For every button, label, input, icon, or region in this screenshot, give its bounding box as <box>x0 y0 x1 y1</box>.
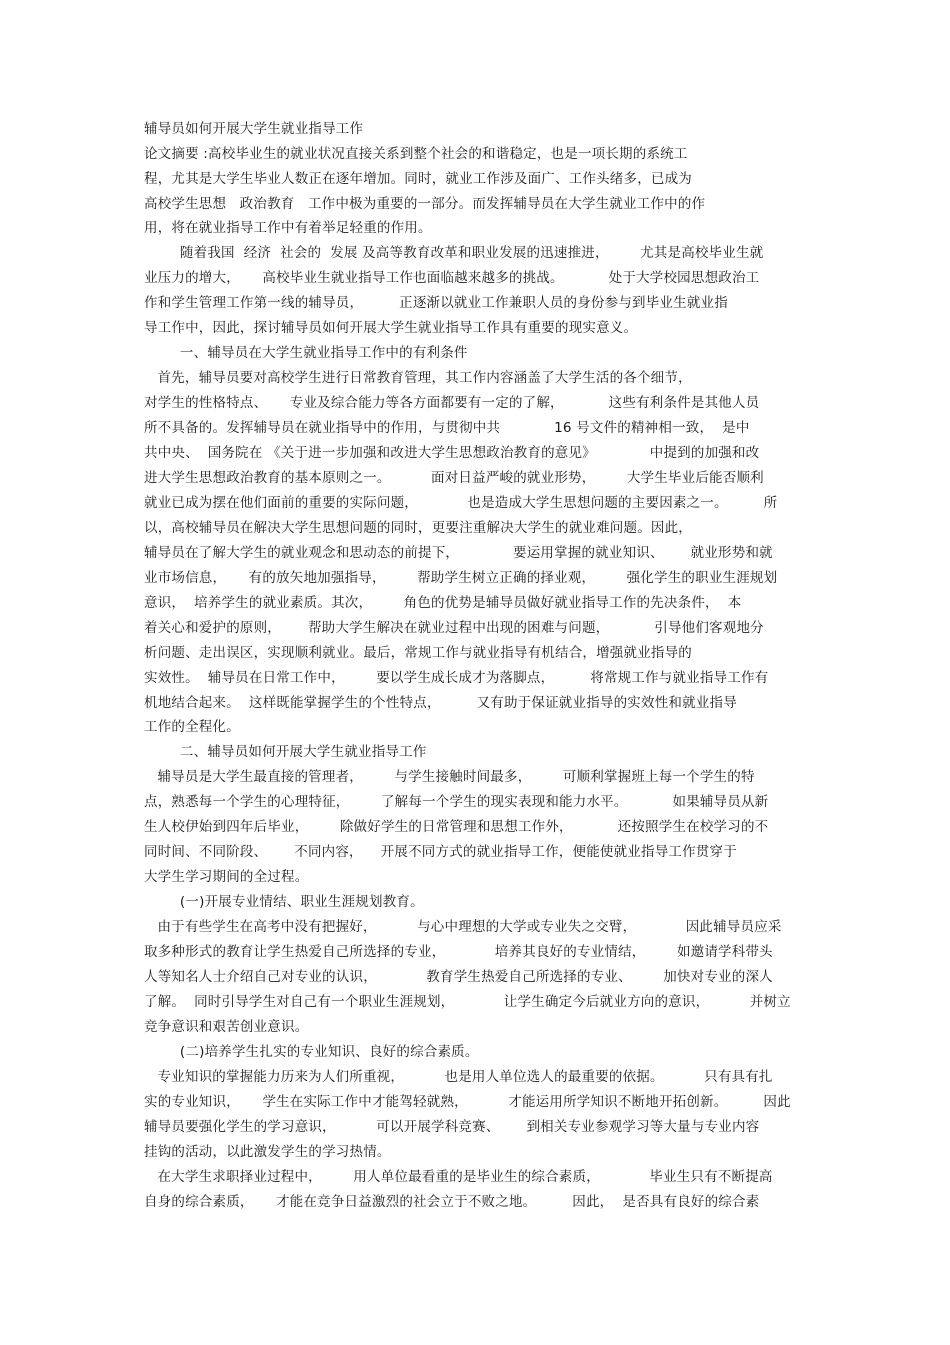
section-heading: 一、辅导员在大学生就业指导工作中的有利条件 <box>144 345 468 361</box>
text-line: 高校学生思想 政治教育 工作中极为重要的一部分。而发挥辅导员在大学生就业工作中的作 <box>144 196 706 212</box>
text-line: 机地结合起来。 这样既能掌握学生的个性特点， 又有助于保证就业指导的实效性和就业指导 <box>144 695 737 711</box>
text-line: 论文摘要 :高校毕业生的就业状况直接关系到整个社会的和谐稳定，也是一项长期的系统工 <box>144 146 688 162</box>
text-line: 用，将在就业指导工作中有着举足轻重的作用。 <box>144 220 432 236</box>
text-line: 共中央、 国务院在 《关于进一步加强和改进大学生思想政治教育的意见》 中提到的加强和改 <box>144 445 760 461</box>
text-line: 所不具备的。发挥辅导员在就业指导中的作用，与贯彻中共 16 号文件的精神相一致， 是中 <box>144 420 750 436</box>
section-heading: 二、辅导员如何开展大学生就业指导工作 <box>144 744 427 760</box>
text-line: 点，熟悉每一个学生的心理特征， 了解每一个学生的现实表现和能力水平。 如果辅导员从新 <box>144 794 769 810</box>
text-line: 就业已成为摆在他们面前的重要的实际问题， 也是造成大学生思想问题的主要因素之一。 所 <box>144 495 778 511</box>
text-line: 专业知识的掌握能力历来为人们所重视， 也是用人单位选人的最重要的依据。 只有具有扎 <box>144 1069 773 1085</box>
text-line: 实的专业知识， 学生在实际工作中才能驾轻就熟， 才能运用所学知识不断地开拓创新。 因此 <box>144 1094 791 1110</box>
subsection-heading: (二)培养学生扎实的专业知识、良好的综合素质。 <box>144 1044 479 1060</box>
text-line: 大学生学习期间的全过程。 <box>144 869 309 885</box>
text-line: 在大学生求职择业过程中， 用人单位最看重的是毕业生的综合素质， 毕业生只有不断提高 <box>144 1169 773 1185</box>
text-line: 人等知名人士介绍自己对专业的认识， 教育学生热爱自己所选择的专业、 加快对专业的深人 <box>144 969 773 985</box>
text-line: 业压力的增大， 高校毕业生就业指导工作也面临越来越多的挑战。 处于大学校园思想政治工 <box>144 270 760 286</box>
document-title: 辅导员如何开展大学生就业指导工作 <box>144 121 364 137</box>
text-line: 自身的综合素质， 才能在竞争日益激烈的社会立于不败之地。 因此， 是否具有良好的综合素 <box>144 1194 760 1210</box>
text-line: 辅导员在了解大学生的就业观念和思动态的前提下， 要运用掌握的就业知识、 就业形势和就 <box>144 545 773 561</box>
subsection-heading: (一)开展专业情结、职业生涯规划教育。 <box>144 894 424 910</box>
text-line: 辅导员要强化学生的学习意识， 可以开展学科竞赛、 到相关专业参观学习等大量与专业内容 <box>144 1119 760 1135</box>
text-line: 对学生的性格特点、 专业及综合能力等各方面都要有一定的了解， 这些有利条件是其他人员 <box>144 395 760 411</box>
text-line: 生人校伊始到四年后毕业， 除做好学生的日常管理和思想工作外， 还按照学生在校学习的不 <box>144 819 769 835</box>
text-line: 首先，辅导员要对高校学生进行日常教育管理，其工作内容涵盖了大学生活的各个细节， <box>144 370 692 386</box>
text-line: 工作的全程化。 <box>144 719 240 735</box>
text-line: 业市场信息， 有的放矢地加强指导， 帮助学生树立正确的择业观， 强化学生的职业生涯规划 <box>144 570 778 586</box>
text-line: 挂钩的活动，以此激发学生的学习热情。 <box>144 1144 391 1160</box>
text-line: 析问题、走出误区，实现顺利就业。最后，常规工作与就业指导有机结合，增强就业指导的 <box>144 645 692 661</box>
text-line: 竞争意识和艰苦创业意识。 <box>144 1019 309 1035</box>
text-line: 以，高校辅导员在解决大学生思想问题的同时，更要注重解决大学生的就业难问题。因此， <box>144 520 692 536</box>
text-line: 由于有些学生在高考中没有把握好， 与心中理想的大学或专业失之交臂， 因此辅导员应采 <box>144 919 782 935</box>
text-line: 随着我国 经济 社会的 发展 及高等教育改革和职业发展的迅速推进， 尤其是高校毕业生就 <box>144 245 764 261</box>
text-line: 程，尤其是大学生毕业人数正在逐年增加。同时，就业工作涉及面广、工作头绪多，已成为 <box>144 171 692 187</box>
text-line: 着关心和爱护的原则， 帮助大学生解决在就业过程中出现的困难与问题， 引导他们客观地分 <box>144 620 764 636</box>
text-line: 实效性。 辅导员在日常工作中， 要以学生成长成才为落脚点， 将常规工作与就业指导工作有 <box>144 670 769 686</box>
text-line: 辅导员是大学生最直接的管理者， 与学生接触时间最多， 可顺利掌握班上每一个学生的特 <box>144 769 755 785</box>
text-line: 了解。 同时引导学生对自己有一个职业生涯规划， 让学生确定今后就业方向的意识， 并树立 <box>144 994 791 1010</box>
text-line: 进大学生思想政治教育的基本原则之一。 面对日益严峻的就业形势， 大学生毕业后能否顺利 <box>144 470 764 486</box>
text-line: 作和学生管理工作第一线的辅导员， 正逐渐以就业工作兼职人员的身份参与到毕业生就业指 <box>144 295 728 311</box>
text-line: 同时间、不同阶段、 不同内容， 开展不同方式的就业指导工作，便能使就业指导工作贯穿于 <box>144 844 737 860</box>
text-line: 取多种形式的教育让学生热爱自己所选择的专业， 培养其良好的专业情结， 如邀请学科带头 <box>144 944 773 960</box>
text-line: 导工作中，因此，探讨辅导员如何开展大学生就业指导工作具有重要的现实意义。 <box>144 320 638 336</box>
text-line: 意识， 培养学生的就业素质。其次， 角色的优势是辅导员做好就业指导工作的先决条件， 本 <box>144 595 742 611</box>
